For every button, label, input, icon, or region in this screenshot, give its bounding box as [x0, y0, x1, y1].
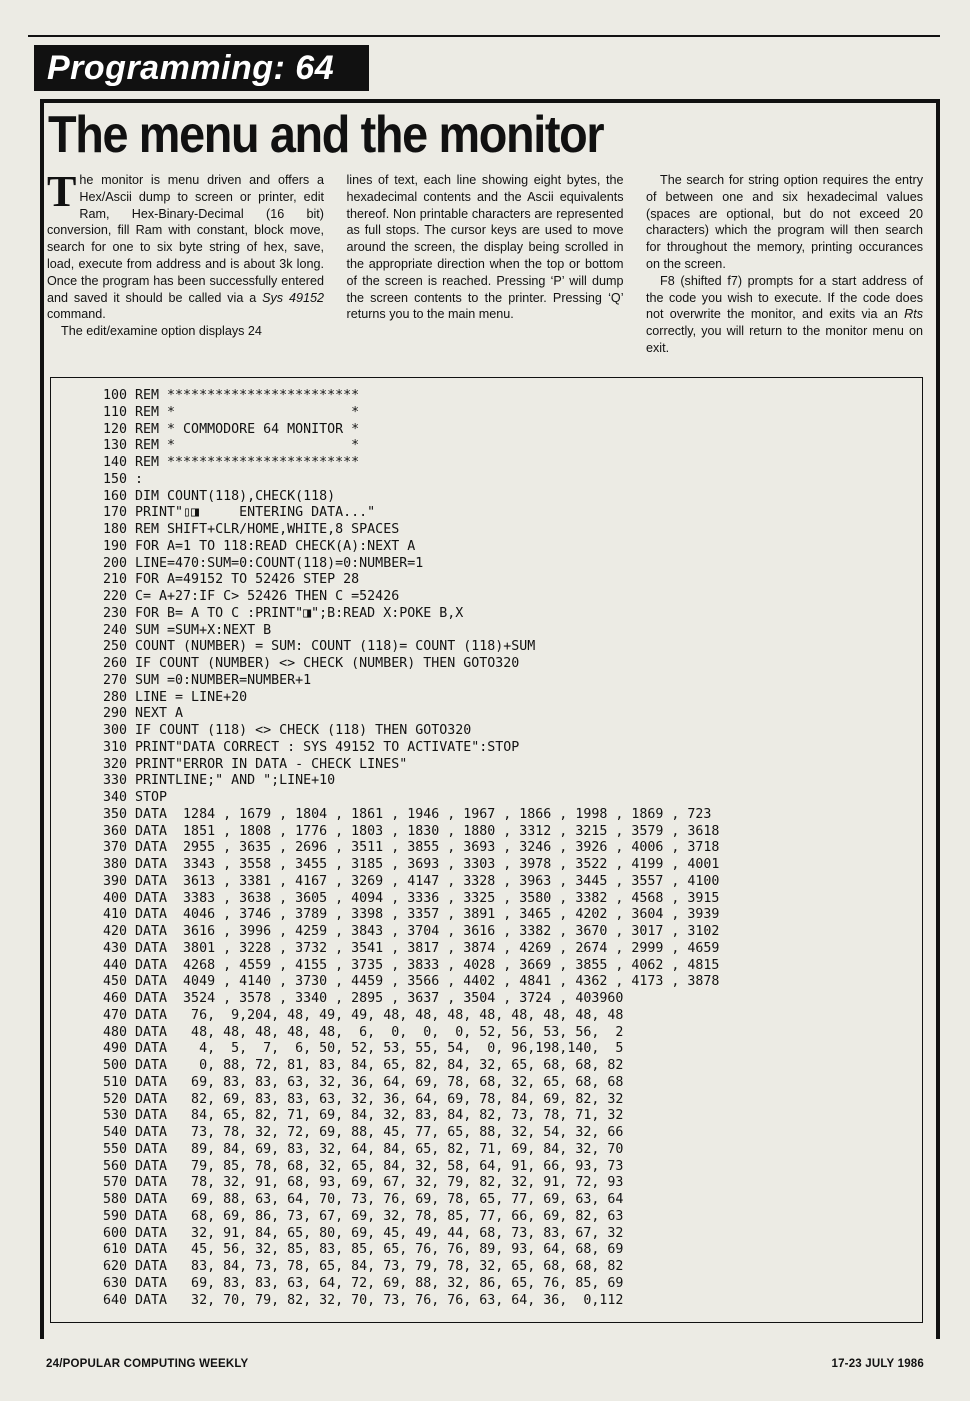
listing-line: 370 DATA 2955 , 3635 , 2696 , 3511 , 3855 , 3693 , 3246 , 3926 , 4006 , 3718: [103, 840, 720, 856]
listing-line: 320 PRINT"ERROR IN DATA - CHECK LINES": [103, 756, 408, 772]
listing-line: 610 DATA 45, 56, 32, 85, 83, 85, 65, 76, 76, 89, 93, 64, 68, 69: [103, 1242, 624, 1258]
listing-line: 300 IF COUNT (118) <> CHECK (118) THEN GOTO320: [103, 723, 472, 738]
listing-line: 580 DATA 69, 88, 63, 64, 70, 73, 76, 69, 78, 65, 77, 69, 63, 64: [103, 1192, 624, 1207]
frame-top-border: [40, 99, 940, 103]
listing-line: 630 DATA 69, 83, 83, 63, 64, 72, 69, 88, 32, 86, 65, 76, 85, 69: [103, 1275, 624, 1291]
listing-line: 100 REM ************************: [103, 388, 360, 403]
listing-line: 260 IF COUNT (NUMBER) <> CHECK (NUMBER) THEN GOTO320: [103, 656, 520, 671]
listing-line: 460 DATA 3524 , 3578 , 3340 , 2895 , 3637 , 3504 , 3724 , 403960: [103, 991, 624, 1006]
listing-line: 210 FOR A=49152 TO 52426 STEP 28: [103, 572, 360, 588]
paragraph-text: he monitor is menu driven and offers a Hex/Ascii dump to screen or printer, edit Ram, Hex-Binary-Decimal (16 bit) conversion, fill Ram with constant, block move, search for one to six byte string of hex, save, load, execute from address and is about 3k long. Once the program has been successfully entered and saved it should be called via a: [47, 173, 324, 305]
listing-line: 180 REM SHIFT+CLR/HOME,WHITE,8 SPACES: [103, 522, 400, 537]
paragraph: [47, 167, 324, 323]
emphasis-text: Sys 49152: [262, 290, 324, 305]
listing-line: 620 DATA 83, 84, 73, 78, 65, 84, 73, 79, 78, 32, 65, 68, 68, 82: [103, 1259, 624, 1274]
listing-line: 110 REM * *: [103, 404, 360, 420]
listing-line: 490 DATA 4, 5, 7, 6, 50, 52, 53, 55, 54, 0, 96,198,140, 5: [103, 1041, 624, 1057]
listing-line: 340 STOP: [103, 790, 168, 805]
listing-line: 550 DATA 89, 84, 69, 83, 32, 64, 84, 65, 82, 71, 69, 84, 32, 70: [103, 1141, 624, 1157]
listing-line: 480 DATA 48, 48, 48, 48, 48, 6, 0, 0, 0, 52, 56, 53, 56, 2: [103, 1024, 624, 1040]
listing-line: 350 DATA 1284 , 1679 , 1804 , 1861 , 1946 , 1967 , 1866 , 1998 , 1869 , 723: [103, 806, 712, 822]
listing-line: 150 :: [103, 471, 144, 487]
paragraph-text: correctly, you will return to the monitor menu on exit.: [646, 324, 923, 355]
listing-line: 250 COUNT (NUMBER) = SUM: COUNT (118)= COUNT (118)+SUM: [103, 639, 536, 655]
frame-right-border: [936, 99, 940, 1339]
listing-line: 560 DATA 79, 85, 78, 68, 32, 65, 84, 32, 58, 64, 91, 66, 93, 73: [103, 1158, 624, 1174]
article-headline: The menu and the monitor: [48, 106, 604, 164]
listing-line: 200 LINE=470:SUM=0:COUNT(118)=0:NUMBER=1: [103, 555, 424, 571]
listing-line: 360 DATA 1851 , 1808 , 1776 , 1803 , 1830 , 1880 , 3312 , 3215 , 3579 , 3618: [103, 823, 720, 839]
paragraph-text: F8 (shifted f7) prompts for a start address of the code you wish to execute. If the code does not overwrite the monitor, and exits via an: [646, 273, 923, 322]
listing-line: 240 SUM =SUM+X:NEXT B: [103, 622, 272, 638]
section-header: Programming: 64: [34, 45, 369, 91]
listing-line: 160 DIM COUNT(118),CHECK(118): [103, 488, 336, 504]
listing-line: 290 NEXT A: [103, 706, 184, 722]
listing-line: 390 DATA 3613 , 3381 , 4167 , 3269 , 4147 , 3328 , 3963 , 3445 , 3557 , 4100: [103, 873, 720, 889]
listing-line: 170 PRINT"▯◨ ENTERING DATA...": [103, 505, 376, 521]
paragraph: [646, 273, 923, 357]
paragraph: The search for string option requires the entry of between one and six hexadecimal values (spaces are optional, but do not exceed 20 characters) which the program will then search for throughout the memory, printing occurances on the screen.: [646, 173, 923, 271]
program-listing-box: [50, 377, 923, 1323]
listing-line: 120 REM * COMMODORE 64 MONITOR *: [103, 421, 360, 437]
article-column-1: [47, 167, 324, 357]
listing-line: 310 PRINT"DATA CORRECT : SYS 49152 TO ACTIVATE":STOP: [103, 739, 520, 755]
program-listing: [103, 388, 719, 1309]
listing-line: 570 DATA 78, 32, 91, 68, 93, 69, 67, 32, 79, 82, 32, 91, 72, 93: [103, 1175, 624, 1191]
listing-line: 220 C= A+27:IF C> 52426 THEN C =52426: [103, 589, 400, 604]
footer-date: 17-23 JULY 1986: [831, 1358, 924, 1370]
footer-page-label: 24/POPULAR COMPUTING WEEKLY: [46, 1358, 249, 1370]
listing-line: 430 DATA 3801 , 3228 , 3732 , 3541 , 3817 , 3874 , 4269 , 2674 , 2999 , 4659: [103, 940, 720, 956]
paragraph-text: command.: [47, 307, 106, 322]
listing-line: 400 DATA 3383 , 3638 , 3605 , 4094 , 3336 , 3325 , 3580 , 3382 , 4568 , 3915: [103, 890, 720, 906]
paragraph: The edit/examine option displays 24: [61, 324, 262, 339]
listing-line: 540 DATA 73, 78, 32, 72, 69, 88, 45, 77, 65, 88, 32, 54, 32, 66: [103, 1125, 624, 1140]
drop-cap: T: [47, 167, 77, 216]
listing-line: 440 DATA 4268 , 4559 , 4155 , 3735 , 3833 , 4028 , 3669 , 3855 , 4062 , 4815: [103, 957, 720, 973]
emphasis-text: Rts: [904, 307, 923, 322]
listing-line: 600 DATA 32, 91, 84, 65, 80, 69, 45, 49, 44, 68, 73, 83, 67, 32: [103, 1225, 624, 1241]
listing-line: 520 DATA 82, 69, 83, 83, 63, 32, 36, 64, 69, 78, 84, 69, 82, 32: [103, 1091, 624, 1107]
listing-line: 510 DATA 69, 83, 83, 63, 32, 36, 64, 69, 78, 68, 32, 65, 68, 68: [103, 1074, 624, 1090]
listing-line: 590 DATA 68, 69, 86, 73, 67, 69, 32, 78, 85, 77, 66, 69, 82, 63: [103, 1208, 624, 1224]
listing-line: 270 SUM =0:NUMBER=NUMBER+1: [103, 672, 312, 688]
listing-line: 450 DATA 4049 , 4140 , 3730 , 4459 , 3566 , 4402 , 4841 , 4362 , 4173 , 3878: [103, 974, 720, 990]
listing-line: 230 FOR B= A TO C :PRINT"◨";B:READ X:POKE B,X: [103, 605, 464, 621]
listing-line: 500 DATA 0, 88, 72, 81, 83, 84, 65, 82, 84, 32, 65, 68, 68, 82: [103, 1058, 624, 1073]
listing-line: 420 DATA 3616 , 3996 , 4259 , 3843 , 3704 , 3616 , 3382 , 3670 , 3017 , 3102: [103, 924, 720, 939]
listing-line: 530 DATA 84, 65, 82, 71, 69, 84, 32, 83, 84, 82, 73, 78, 71, 32: [103, 1108, 624, 1124]
paragraph: lines of text, each line showing eight bytes, the hexadecimal contents and the Ascii equivalents thereof. Non printable characters are represented as full stops. The cursor keys are used to move around the screen, the display being scrolled in the appropriate direction when the top or bottom of the screen is reached. Pressing ‘P’ will dump the screen contents to the printer. Pressing ‘Q’ returns you to the main menu.: [346, 173, 624, 322]
article-body: [47, 167, 923, 357]
listing-line: 410 DATA 4046 , 3746 , 3789 , 3398 , 3357 , 3891 , 3465 , 4202 , 3604 , 3939: [103, 907, 720, 923]
listing-line: 640 DATA 32, 70, 79, 82, 32, 70, 73, 76, 76, 63, 64, 36, 0,112: [103, 1292, 624, 1308]
listing-line: 190 FOR A=1 TO 118:READ CHECK(A):NEXT A: [103, 538, 416, 554]
listing-line: 130 REM * *: [103, 438, 360, 454]
listing-line: 280 LINE = LINE+20: [103, 689, 248, 705]
article-column-3: [646, 172, 923, 357]
listing-line: 140 REM ************************: [103, 455, 360, 470]
listing-line: 380 DATA 3343 , 3558 , 3455 , 3185 , 3693 , 3303 , 3978 , 3522 , 4199 , 4001: [103, 857, 720, 872]
article-column-2: [347, 172, 624, 357]
top-rule: [28, 35, 940, 37]
listing-line: 330 PRINTLINE;" AND ";LINE+10: [103, 773, 336, 789]
listing-line: 470 DATA 76, 9,204, 48, 49, 49, 48, 48, 48, 48, 48, 48, 48, 48: [103, 1007, 624, 1023]
frame-left-border: [40, 99, 44, 1339]
